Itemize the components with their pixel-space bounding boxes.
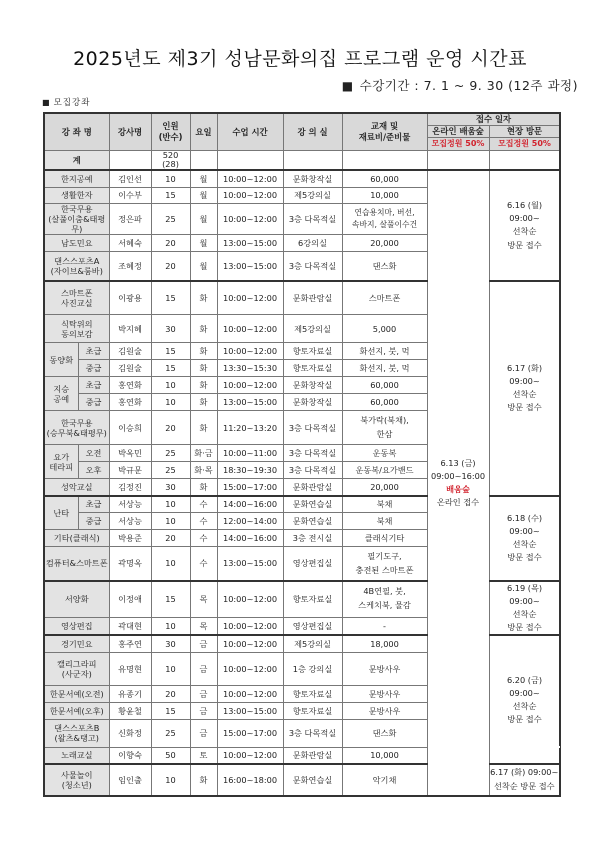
table-cell: 홍연화 <box>109 394 151 411</box>
table-cell: 10 <box>151 764 190 796</box>
table-cell: 10 <box>151 394 190 411</box>
table-cell: 스마트폰 <box>342 281 427 315</box>
table-cell: 30 <box>151 479 190 496</box>
table-cell: 화선지, 붓, 먹 <box>342 360 427 377</box>
course-name <box>44 281 109 315</box>
table-cell: 문화연습실 <box>283 496 342 513</box>
header-reception: 접수 일자 <box>427 113 560 125</box>
table-cell: 박지혜 <box>109 315 151 343</box>
table-cell: 3층 다목적실 <box>283 203 342 235</box>
table-cell: 김원술 <box>109 360 151 377</box>
cell-text: 선착순 <box>512 700 537 711</box>
table-cell: 3층 전시실 <box>283 530 342 547</box>
visit-reception-wed <box>489 496 560 581</box>
table-cell: 이정애 <box>109 581 151 617</box>
table-cell: 20 <box>151 411 190 445</box>
table-cell: 이향숙 <box>109 747 151 764</box>
table-cell: 15 <box>151 581 190 617</box>
table-cell: 15 <box>151 702 190 719</box>
table-cell: 화 <box>190 377 217 394</box>
total-row <box>44 150 560 170</box>
cell-text: (반수) <box>158 131 183 142</box>
table-cell: 수 <box>190 496 217 513</box>
table-cell: 20 <box>151 685 190 702</box>
cell-text: 선착순 <box>512 609 537 619</box>
table-cell: - <box>342 617 427 635</box>
table-cell <box>342 411 427 445</box>
table-cell: 14:00~16:00 <box>217 530 283 547</box>
table-cell: 18:30~19:30 <box>217 462 283 479</box>
table-cell: 14:00~16:00 <box>217 496 283 513</box>
table-cell: 50 <box>151 747 190 764</box>
course-name <box>44 719 109 747</box>
cell-text: 동의보감 <box>60 328 93 339</box>
course-group: 난타 <box>44 496 78 530</box>
table-cell: 10:00~12:00 <box>217 581 283 617</box>
table-cell: 10:00~12:00 <box>217 187 283 203</box>
cell-text: 09:00~ <box>509 526 540 537</box>
cell-text: 방문 접수 <box>507 552 542 563</box>
table-cell: 홍주연 <box>109 635 151 652</box>
table-cell: 10:00~12:00 <box>217 617 283 635</box>
table-cell: 18,000 <box>342 635 427 652</box>
cell-text: 재료비/준비물 <box>358 131 411 142</box>
table-cell: 13:00~15:00 <box>217 394 283 411</box>
cell-text: 연습용치마, 버선, <box>354 208 415 218</box>
table-cell: 10:00~12:00 <box>217 203 283 235</box>
course-name <box>44 411 109 445</box>
table-cell <box>489 150 560 170</box>
cell-text: 6.20 (금) <box>506 674 543 685</box>
table-cell: 15 <box>151 281 190 315</box>
cell-text: 공예 <box>53 393 70 404</box>
course-name <box>44 203 109 235</box>
table-cell: 13:00~15:00 <box>217 547 283 581</box>
table-cell: 김원술 <box>109 343 151 360</box>
table-cell: 곽명옥 <box>109 547 151 581</box>
cell-text: 요가 <box>53 451 70 462</box>
cell-text: 09:00~ <box>509 376 540 387</box>
course-period-text: 수강기간 : 7. 1 ~ 9. 30 (12주 과정) <box>359 78 578 93</box>
header-row <box>44 113 560 125</box>
table-cell: 황윤철 <box>109 702 151 719</box>
table-cell: 영상편집실 <box>283 617 342 635</box>
table-cell: 3층 다목적실 <box>283 719 342 747</box>
table-cell: 금 <box>190 652 217 685</box>
table-cell: 북채 <box>342 513 427 530</box>
table-cell: 곽대현 <box>109 617 151 635</box>
cell-text: 6.19 (목) <box>506 582 543 593</box>
cell-text: 520 <box>162 150 179 161</box>
course-name <box>44 315 109 343</box>
table-cell: 수 <box>190 513 217 530</box>
total-label: 계 <box>44 150 109 170</box>
header-course: 강 좌 명 <box>44 113 109 150</box>
table-cell: 10:00~12:00 <box>217 343 283 360</box>
cell-text: 한국무용 <box>60 203 93 214</box>
table-cell: 화 <box>190 343 217 360</box>
cell-text: 09:00~ <box>509 687 540 698</box>
page-title: 2025년도 제3기 성남문화의집 프로그램 운영 시간표 <box>73 48 527 70</box>
header-materials <box>342 113 427 150</box>
cell-text: 북가락(북채), <box>360 414 409 425</box>
table-cell: 10,000 <box>342 187 427 203</box>
table-cell: 60,000 <box>342 377 427 394</box>
table-cell: 향토자료실 <box>283 360 342 377</box>
table-cell: 클래식기타 <box>342 530 427 547</box>
table-cell: 홍연화 <box>109 377 151 394</box>
table-cell: 댄스화 <box>342 252 427 281</box>
table-cell: 15:00~17:00 <box>217 719 283 747</box>
cell-text: (자이브&룸바) <box>50 266 103 276</box>
table-cell: 20 <box>151 235 190 252</box>
course-name: 경기민요 <box>44 635 109 652</box>
table-cell: 10:00~12:00 <box>217 315 283 343</box>
cell-text: 09:00~16:00 <box>430 471 486 481</box>
course-level: 초급 <box>78 377 109 394</box>
course-name: 남도민요 <box>44 235 109 252</box>
cell-text: (청소년) <box>61 780 92 791</box>
cell-text: 6.18 (수) <box>506 513 543 523</box>
header-online-quota: 모집정원 50% <box>427 137 489 150</box>
table-cell: 화 <box>190 281 217 315</box>
table-cell: 박옥민 <box>109 445 151 462</box>
table-cell: 화 <box>190 764 217 796</box>
course-level: 초급 <box>78 496 109 513</box>
table-cell: 향토자료실 <box>283 343 342 360</box>
table-cell: 12:00~14:00 <box>217 513 283 530</box>
cell-text: 선착순 <box>512 389 537 400</box>
course-name: 컴퓨터&스마트폰 <box>44 547 109 581</box>
cell-text: 스마트폰 <box>60 287 93 298</box>
table-cell: 25 <box>151 719 190 747</box>
table-cell: 박규문 <box>109 462 151 479</box>
course-level: 오전 <box>78 445 109 462</box>
table-cell: 30 <box>151 315 190 343</box>
table-cell: 이수부 <box>109 187 151 203</box>
cell-text: 속바지, 살풀이수건 <box>351 219 418 229</box>
course-name: 한지공예 <box>44 170 109 187</box>
header-time: 수업 시간 <box>217 113 283 150</box>
course-group <box>44 377 78 411</box>
table-cell: 서혜숙 <box>109 235 151 252</box>
table-cell: 김정진 <box>109 479 151 496</box>
cell-text: 선착순 방문 접수 <box>493 781 555 792</box>
table-cell: 목 <box>190 581 217 617</box>
cell-text: (왈츠&탱고) <box>54 733 99 744</box>
table-cell <box>109 150 151 170</box>
table-cell: 25 <box>151 462 190 479</box>
time: 10:00~12:00 <box>217 170 283 187</box>
cell-text: 6.13 (금) <box>440 457 476 468</box>
table-cell: 제5강의실 <box>283 315 342 343</box>
table-cell: 20 <box>151 530 190 547</box>
table-cell: 20,000 <box>342 479 427 496</box>
table-cell: 10:00~12:00 <box>217 635 283 652</box>
visit-reception-mon <box>489 170 560 281</box>
table-cell: 5,000 <box>342 315 427 343</box>
course-name: 한문서예(오전) <box>44 685 109 702</box>
room: 문화창작실 <box>283 170 342 187</box>
table-cell: 화선지, 붓, 먹 <box>342 343 427 360</box>
cell-text: 6.16 (월) <box>506 200 543 211</box>
cell-text: 온라인 접수 <box>436 497 480 508</box>
course-level: 오후 <box>78 462 109 479</box>
table-cell: 10 <box>151 496 190 513</box>
table-cell: 화·목 <box>190 462 217 479</box>
course-name <box>44 764 109 796</box>
cell-text: 캘리그라피 <box>56 658 97 669</box>
table-cell: 25 <box>151 203 190 235</box>
cell-text: 6.17 (화) 09:00~ <box>490 767 559 778</box>
table-cell: 25 <box>151 445 190 462</box>
table-cell: 16:00~18:00 <box>217 764 283 796</box>
table-cell: 임인출 <box>109 764 151 796</box>
course-name: 한문서예(오후) <box>44 702 109 719</box>
table-cell: 1층 강의실 <box>283 652 342 685</box>
course-name: 노래교실 <box>44 747 109 764</box>
table-cell: 서상능 <box>109 496 151 513</box>
table-cell: 20 <box>151 252 190 281</box>
cell-text: 방문 접수 <box>507 622 542 633</box>
table-cell: 10:00~12:00 <box>217 685 283 702</box>
cell-text: 사진교실 <box>60 298 93 308</box>
table-cell: 10 <box>151 617 190 635</box>
section-heading-text: 모집강좌 <box>53 98 91 108</box>
table-cell: 13:00~15:00 <box>217 235 283 252</box>
cell-text: 지승 <box>53 383 70 394</box>
cell-text: 방문 접수 <box>507 239 542 250</box>
table-cell: 이승희 <box>109 411 151 445</box>
table-cell: 향토자료실 <box>283 581 342 617</box>
table-cell: 화·금 <box>190 445 217 462</box>
table-cell: 월 <box>190 252 217 281</box>
materials: 60,000 <box>342 170 427 187</box>
table-cell: 화 <box>190 411 217 445</box>
table-cell: 향토자료실 <box>283 702 342 719</box>
table-cell: 향토자료실 <box>283 685 342 702</box>
cell-text: 한국무용 <box>60 417 93 428</box>
table-cell: 13:00~15:00 <box>217 702 283 719</box>
cell-text: 충전된 스마트폰 <box>355 564 414 575</box>
table-cell: 3층 다목적실 <box>283 411 342 445</box>
online-reception <box>427 170 489 796</box>
course-name: 생활한자 <box>44 187 109 203</box>
table-cell <box>342 203 427 235</box>
table-cell: 3층 다목적실 <box>283 252 342 281</box>
header-online: 온라인 배움숲 <box>427 125 489 137</box>
header-visit: 현장 방문 <box>489 125 560 137</box>
table-cell: 문방사우 <box>342 702 427 719</box>
cell-text: 댄스스포츠A <box>54 255 100 266</box>
cell-text: 사물놀이 <box>60 770 93 780</box>
cell-text: 선착순 <box>512 226 537 237</box>
table-cell: 문화관람실 <box>283 747 342 764</box>
table-cell: 문화관람실 <box>283 281 342 315</box>
table-cell: 금 <box>190 685 217 702</box>
table-cell: 문화창작실 <box>283 377 342 394</box>
table-cell: 13:00~15:00 <box>217 252 283 281</box>
cell-text: (살풀이춤&태평무) <box>48 213 106 234</box>
course-group: 동양화 <box>44 343 78 377</box>
table-cell: 화 <box>190 360 217 377</box>
table-cell: 신화정 <box>109 719 151 747</box>
table-cell: 10:00~12:00 <box>217 652 283 685</box>
header-instructor: 강사명 <box>109 113 151 150</box>
total-capacity <box>151 150 190 170</box>
table-cell: 10,000 <box>342 747 427 764</box>
square-bullet-icon: ■ <box>341 79 354 93</box>
table-cell <box>427 150 489 170</box>
course-name: 서양화 <box>44 581 109 617</box>
table-cell: 월 <box>190 235 217 252</box>
table-cell: 10:00~12:00 <box>217 377 283 394</box>
table-cell: 문화연습실 <box>283 764 342 796</box>
table-row <box>44 170 560 187</box>
cell-text: (사군자) <box>61 668 92 679</box>
table-cell: 박용준 <box>109 530 151 547</box>
cell-text: 09:00~ <box>509 595 540 606</box>
cell-text: 한삼 <box>376 428 393 439</box>
table-cell <box>190 150 217 170</box>
table-cell: 문방사우 <box>342 685 427 702</box>
table-cell: 60,000 <box>342 394 427 411</box>
cell-text: 09:00~ <box>509 213 540 224</box>
capacity: 10 <box>151 170 190 187</box>
cell-text: 선착순 <box>512 539 537 550</box>
header-day: 요일 <box>190 113 217 150</box>
table-cell: 제5강의실 <box>283 187 342 203</box>
cell-text: 식탁위의 <box>60 318 93 329</box>
table-cell: 11:20~13:20 <box>217 411 283 445</box>
instructor: 김인선 <box>109 170 151 187</box>
table-cell: 10:00~12:00 <box>217 281 283 315</box>
cell-text: (28) <box>162 158 179 169</box>
cell-text: 방문 접수 <box>507 402 542 413</box>
table-cell: 화 <box>190 479 217 496</box>
table-cell: 화 <box>190 315 217 343</box>
cell-text: 교재 및 <box>370 121 399 132</box>
table-cell: 10:00~12:00 <box>217 747 283 764</box>
table-cell: 정은파 <box>109 203 151 235</box>
course-level: 중급 <box>78 360 109 377</box>
table-cell: 10:00~11:00 <box>217 445 283 462</box>
table-cell: 문화연습실 <box>283 513 342 530</box>
table-cell: 운동복 <box>342 445 427 462</box>
table-cell: 10 <box>151 547 190 581</box>
cell-text: 배움숲 <box>446 484 470 495</box>
table-cell: 10 <box>151 652 190 685</box>
table-cell: 서상능 <box>109 513 151 530</box>
table-cell: 댄스화 <box>342 719 427 747</box>
table-cell <box>342 547 427 581</box>
header-room: 강 의 실 <box>283 113 342 150</box>
cell-text: (승무북&태평무) <box>46 427 107 438</box>
table-cell: 조혜정 <box>109 252 151 281</box>
day: 월 <box>190 170 217 187</box>
course-name <box>44 252 109 281</box>
course-name: 성악교실 <box>44 479 109 496</box>
table-cell: 15 <box>151 187 190 203</box>
header-visit-quota: 모집정원 50% <box>489 137 560 150</box>
course-name: 기타(클래식) <box>44 530 109 547</box>
table-cell: 3층 다목적실 <box>283 445 342 462</box>
table-cell: 10 <box>151 513 190 530</box>
table-cell: 목 <box>190 617 217 635</box>
cell-text: 4B연필, 붓, <box>363 586 406 597</box>
table-cell: 30 <box>151 635 190 652</box>
table-cell: 화 <box>190 394 217 411</box>
section-heading <box>42 96 90 108</box>
table-cell: 수 <box>190 530 217 547</box>
youth-reception <box>489 764 560 796</box>
schedule-table <box>43 112 561 797</box>
course-level: 중급 <box>78 394 109 411</box>
table-cell: 월 <box>190 203 217 235</box>
table-cell: 토 <box>190 747 217 764</box>
table-cell: 10 <box>151 377 190 394</box>
table-cell: 15:00~17:00 <box>217 479 283 496</box>
course-level: 초급 <box>78 343 109 360</box>
cell-text: 댄스스포츠B <box>54 723 100 733</box>
table-cell: 유명현 <box>109 652 151 685</box>
course-period <box>342 76 578 94</box>
table-cell: 이광용 <box>109 281 151 315</box>
table-cell: 15 <box>151 343 190 360</box>
cell-text: 테라피 <box>49 461 74 472</box>
table-cell: 운동복/요가밴드 <box>342 462 427 479</box>
table-cell: 제5강의실 <box>283 635 342 652</box>
table-cell: 20,000 <box>342 235 427 252</box>
header-capacity <box>151 113 190 150</box>
table-cell: 금 <box>190 719 217 747</box>
table-cell: 수 <box>190 547 217 581</box>
square-bullet-icon: ■ <box>42 98 51 107</box>
table-cell <box>283 150 342 170</box>
cell-text: 스케치북, 물감 <box>358 600 411 611</box>
table-cell: 3층 다목적실 <box>283 462 342 479</box>
cell-text: 인원 <box>162 121 179 132</box>
table-cell: 문방사우 <box>342 652 427 685</box>
course-name <box>44 652 109 685</box>
course-group <box>44 445 78 479</box>
table-cell: 영상편집실 <box>283 547 342 581</box>
table-cell: 문화창작실 <box>283 394 342 411</box>
visit-reception-thu <box>489 581 560 636</box>
table-cell: 문화관람실 <box>283 479 342 496</box>
table-cell: 13:30~15:30 <box>217 360 283 377</box>
table-cell: 금 <box>190 702 217 719</box>
table-cell: 악기채 <box>342 764 427 796</box>
cell-text: 필기도구, <box>367 550 402 561</box>
visit-reception-fri <box>489 635 560 764</box>
table-cell: 6강의실 <box>283 235 342 252</box>
table-cell <box>217 150 283 170</box>
cell-text: 방문 접수 <box>507 713 542 724</box>
course-name: 영상편집 <box>44 617 109 635</box>
table-cell <box>342 150 427 170</box>
course-level: 중급 <box>78 513 109 530</box>
table-cell: 금 <box>190 635 217 652</box>
table-cell: 월 <box>190 187 217 203</box>
table-cell: 북채 <box>342 496 427 513</box>
visit-reception-tue <box>489 281 560 496</box>
table-cell: 15 <box>151 360 190 377</box>
cell-text: 6.17 (화) <box>506 363 543 373</box>
table-cell <box>342 581 427 617</box>
table-cell: 유종기 <box>109 685 151 702</box>
